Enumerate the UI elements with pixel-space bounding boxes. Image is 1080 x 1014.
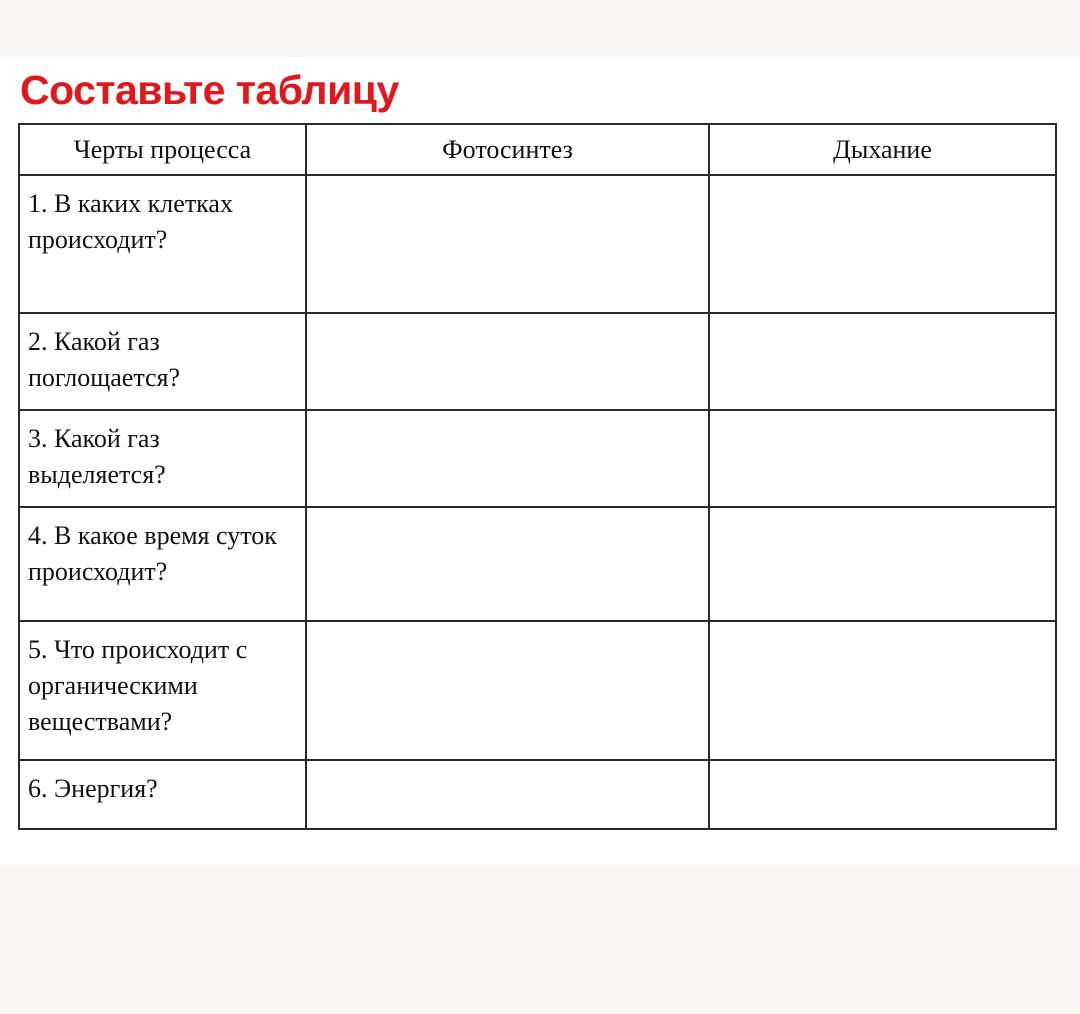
respiration-cell[interactable] xyxy=(709,621,1056,760)
header-process-features: Черты процесса xyxy=(19,124,306,175)
respiration-cell[interactable] xyxy=(709,760,1056,829)
photosynthesis-cell[interactable] xyxy=(306,760,709,829)
respiration-cell[interactable] xyxy=(709,175,1056,313)
feature-cell: 4. В какое время суток происходит? xyxy=(19,507,306,621)
respiration-cell[interactable] xyxy=(709,313,1056,410)
photosynthesis-cell[interactable] xyxy=(306,621,709,760)
feature-cell: 6. Энергия? xyxy=(19,760,306,829)
photosynthesis-cell[interactable] xyxy=(306,507,709,621)
feature-cell: 3. Какой газ выделяется? xyxy=(19,410,306,507)
photosynthesis-cell[interactable] xyxy=(306,313,709,410)
table-row xyxy=(19,410,1056,507)
worksheet-page xyxy=(0,57,1080,866)
comparison-table xyxy=(18,123,1057,830)
table-row xyxy=(19,175,1056,313)
photosynthesis-cell[interactable] xyxy=(306,175,709,313)
header-photosynthesis: Фотосинтез xyxy=(306,124,709,175)
header-respiration: Дыхание xyxy=(709,124,1056,175)
table-row xyxy=(19,507,1056,621)
photosynthesis-cell[interactable] xyxy=(306,410,709,507)
respiration-cell[interactable] xyxy=(709,410,1056,507)
table-header-row xyxy=(19,124,1056,175)
feature-cell: 1. В каких клетках происходит? xyxy=(19,175,306,313)
feature-cell: 5. Что происходит с органическими веществами? xyxy=(19,621,306,760)
respiration-cell[interactable] xyxy=(709,507,1056,621)
table-row xyxy=(19,621,1056,760)
page-title: Составьте таблицу xyxy=(20,67,399,113)
feature-cell: 2. Какой газ поглощается? xyxy=(19,313,306,410)
table-row xyxy=(19,760,1056,829)
table-row xyxy=(19,313,1056,410)
